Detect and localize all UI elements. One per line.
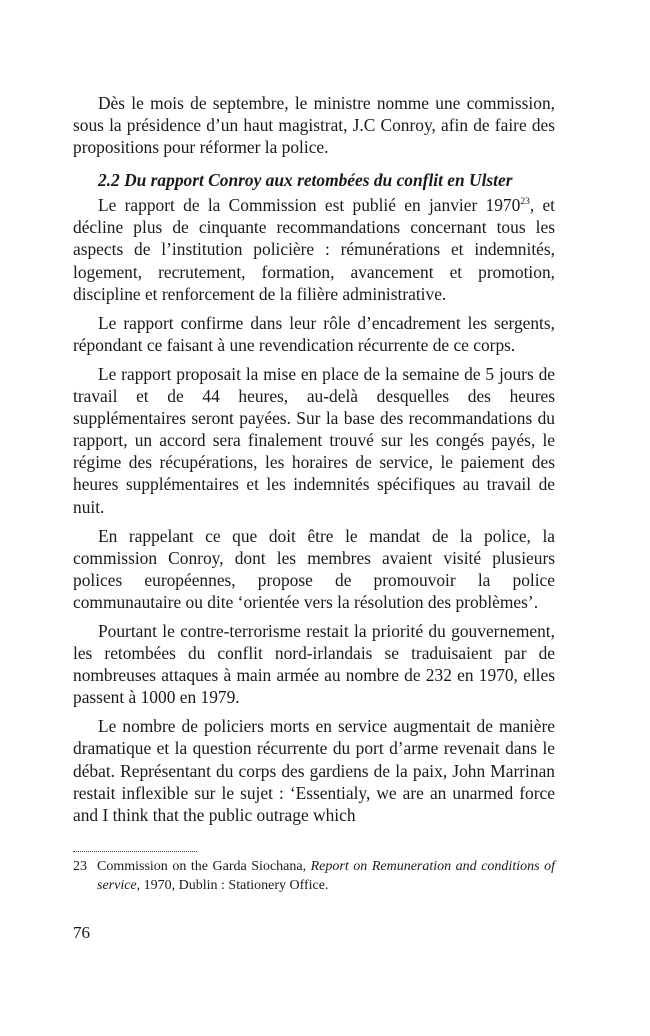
paragraph-6: Pourtant le contre-terrorisme restait la priorité du gouvernement, les retombées du conflit nord-irlandais se traduisaient par de nombreuses attaques à main armée au nombre de 232 en 1970, elles passent à 1000 en 1979. <box>73 620 555 708</box>
footnote-text <box>73 858 555 895</box>
footnote-number: 23 <box>73 859 87 874</box>
paragraph-2 <box>73 194 555 304</box>
footnote-separator <box>73 851 197 852</box>
paragraph-2-text-b: , et décline plus de cinquante recommandations concernant tous les aspects de l’institution policière : rémunérations et indemnités, logement, recrutement, formation, avancement et promotion, discipline et renforcement de la filière administrative. <box>73 195 555 304</box>
page-number: 76 <box>73 923 90 942</box>
section-heading: 2.2 Du rapport Conroy aux retombées du conflit en Ulster <box>98 170 513 191</box>
page-body <box>73 92 555 826</box>
paragraph-7: Le nombre de policiers morts en service augmentait de manière dramatique et la question récurrente du port d’arme revenait dans le débat. Représentant du corps des gardiens de la paix, John Marrinan restait inflexible sur le sujet : ‘Essentialy, we are an unarmed force and I think that the public outrage which <box>73 716 555 825</box>
paragraph-1: Dès le mois de septembre, le ministre nomme une commission, sous la présidence d’un haut magistrat, J.C Conroy, afin de faire des propositions pour réformer la police. <box>73 93 555 158</box>
footnote-reference[interactable]: 23 <box>520 197 530 208</box>
paragraph-3: Le rapport confirme dans leur rôle d’encadrement les sergents, répondant ce faisant à une revendication récurrente de ce corps. <box>73 312 555 355</box>
footnote <box>73 858 555 895</box>
paragraph-4: Le rapport proposait la mise en place de la semaine de 5 jours de travail et de 44 heures, au-delà desquelles des heures supplémentaires seront payées. Sur la base des recommandations du rapport, un accord sera finalement trouvé sur les congés payés, le régime des récupérations, les horaires de service, le paiement des heures supplémentaires et les indemnités spécifiques au travail de nuit. <box>73 363 555 517</box>
footnote-text-a: Commission on the Garda Siochana, <box>97 859 311 874</box>
paragraph-5: En rappelant ce que doit être le mandat de la police, la commission Conroy, dont les membres avaient visité plusieurs polices européennes, propose de promouvoir la police communautaire ou dite ‘orientée vers la résolution des problèmes’. <box>73 525 555 612</box>
paragraph-2-text-a: Le rapport de la Commission est publié en janvier 1970 <box>98 195 521 216</box>
footnote-title: Report on Remuneration and conditions of service <box>97 859 555 893</box>
footnote-text-b: , 1970, Dublin : Stationery Office. <box>136 877 329 893</box>
